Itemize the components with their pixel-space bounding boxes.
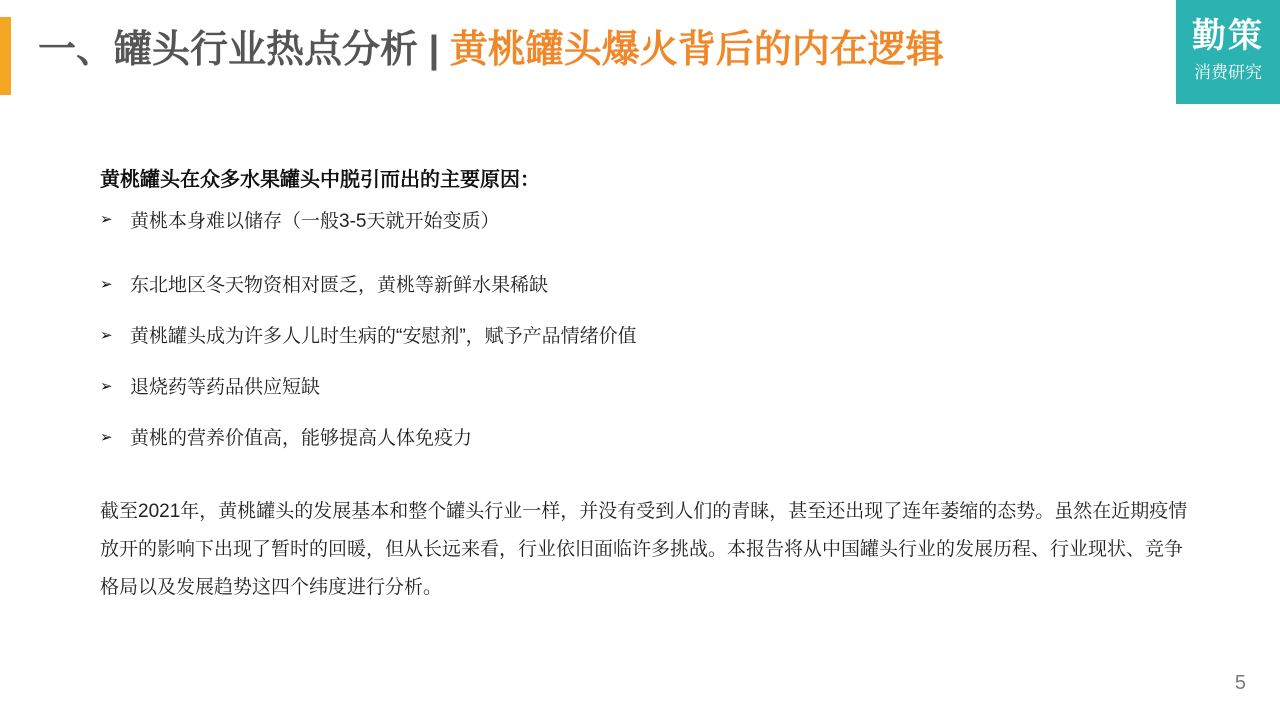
- reason-text: 东北地区冬天物资相对匮乏，黄桃等新鲜水果稀缺: [130, 275, 549, 296]
- arrow-bullet-icon: ➢: [100, 326, 113, 344]
- title-main: 一、罐头行业热点分析: [38, 29, 419, 71]
- list-item: [100, 360, 1190, 411]
- list-item: [100, 411, 1190, 462]
- reason-text: 黄桃本身难以储存（一般3-5天就开始变质）: [130, 210, 500, 232]
- main-content: [100, 160, 1190, 607]
- page-title: [38, 26, 944, 74]
- title-separator: |: [428, 29, 440, 71]
- title-highlight: 黄桃罐头爆火背后的内在逻辑: [449, 29, 944, 71]
- summary-paragraph: 截至2021年，黄桃罐头的发展基本和整个罐头行业一样，并没有受到人们的青睐，甚至还出现了连年萎缩的态势。虽然在近期疫情放开的影响下出现了暂时的回暖，但从长远来看，行业依旧面临许多挑战。本报告将从中国罐头行业的发展历程、行业现状、竞争格局以及发展趋势这四个纬度进行分析。: [100, 501, 1188, 598]
- page-number: 5: [1234, 672, 1246, 694]
- list-item: [100, 207, 1190, 231]
- section-heading: 黄桃罐头在众多水果罐头中脱引而出的主要原因：: [100, 169, 540, 191]
- logo-mark: 勤策: [1192, 16, 1264, 56]
- arrow-bullet-icon: ➢: [100, 428, 113, 446]
- arrow-bullet-icon: ➢: [100, 275, 113, 293]
- logo-subtitle: 消费研究: [1194, 63, 1262, 82]
- list-item: [100, 309, 1190, 360]
- reasons-list: [100, 207, 1190, 462]
- list-item: [100, 258, 1190, 309]
- arrow-bullet-icon: ➢: [100, 377, 113, 395]
- arrow-bullet-icon: ➢: [100, 211, 113, 228]
- reason-text: 退烧药等药品供应短缺: [130, 377, 321, 398]
- title-accent-bar: [0, 17, 11, 95]
- brand-logo: [1176, 0, 1280, 104]
- reason-text: 黄桃的营养价值高，能够提高人体免疫力: [130, 428, 473, 449]
- reason-text: 黄桃罐头成为许多人儿时生病的“安慰剂”，赋予产品情绪价值: [130, 326, 637, 347]
